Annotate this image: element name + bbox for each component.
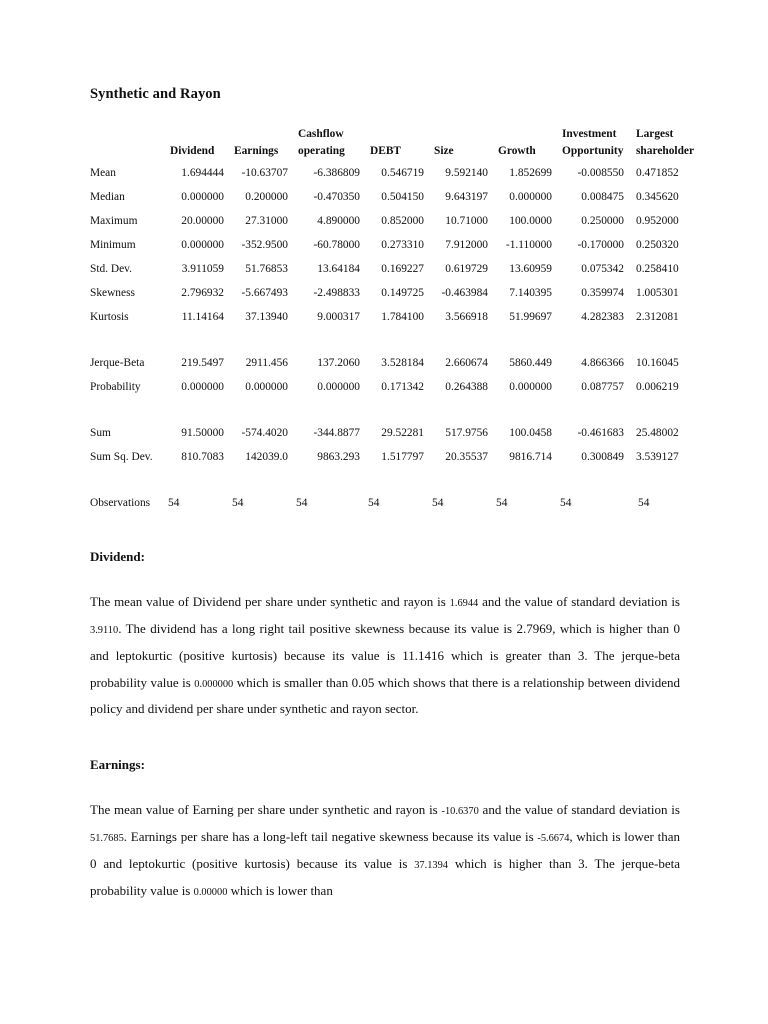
table-row (90, 281, 708, 305)
table-cell: 4.890000 (317, 215, 360, 228)
table-cell: 4.282383 (581, 311, 624, 324)
table-cell: -2.498833 (313, 287, 360, 300)
table-row-label: Minimum (90, 239, 136, 252)
table-cell: 25.48002 (636, 427, 679, 440)
table-cell: 54 (296, 497, 308, 510)
table-row-label: Mean (90, 167, 116, 180)
table-row (90, 305, 708, 329)
table-row-label: Jerque-Beta (90, 357, 145, 370)
paragraph-text: . Earnings per share has a long-left tail negative skewness because its value is (123, 828, 538, 844)
page-content (90, 86, 695, 905)
table-column-header-0 (90, 146, 166, 161)
table-cell: 0.000000 (509, 191, 552, 204)
table-cell: 0.000000 (245, 381, 288, 394)
table-spacer-row (90, 399, 708, 421)
table-cell: 91.50000 (181, 427, 224, 440)
table-cell: 0.008475 (581, 191, 624, 204)
table-cell: 7.140395 (509, 287, 552, 300)
table-cell: 0.000000 (509, 381, 552, 394)
table-row (90, 161, 708, 185)
table-cell: 1.694444 (181, 167, 224, 180)
table-spacer-cell (90, 399, 708, 421)
table-row-label: Sum (90, 427, 111, 440)
inline-statistic-value: 3.9110 (90, 624, 119, 636)
table-cell: 3.539127 (636, 451, 679, 464)
table-cell: 29.52281 (381, 427, 424, 440)
table-row-label: Kurtosis (90, 311, 129, 324)
table-cell: 5860.449 (509, 357, 552, 370)
table-cell: 54 (168, 497, 180, 510)
table-spacer-cell (90, 469, 708, 491)
table-cell: 2911.456 (245, 357, 288, 370)
paragraph-text: The mean value of Dividend per share under synthetic and rayon is (90, 593, 450, 609)
table-cell: 0.546719 (381, 167, 424, 180)
table-cell: 10.16045 (636, 357, 679, 370)
table-cell: 0.300849 (581, 451, 624, 464)
paragraph-text: . The dividend has a long right tail positive skewness because its value is 2.7969, which is higher than 0 and leptokurtic (positive kurtosis) because its value is 11.1416 which is greater than 3. The jerque-beta probability value is (90, 620, 680, 690)
prose-sections (90, 549, 680, 904)
table-cell: 9816.714 (509, 451, 552, 464)
table-cell: 0.171342 (381, 381, 424, 394)
table-column-header-8: shareholder (636, 144, 695, 157)
table-row (90, 421, 708, 445)
table-row-label: Probability (90, 381, 141, 394)
table-header-top-cell-1 (166, 129, 230, 145)
table-cell: 0.200000 (245, 191, 288, 204)
table-cell: 0.952000 (636, 215, 679, 228)
table-cell: -0.461683 (577, 427, 624, 440)
page-title: Synthetic and Rayon (90, 86, 221, 102)
table-cell: 20.00000 (181, 215, 224, 228)
table-cell: 0.359974 (581, 287, 624, 300)
table-cell: 54 (496, 497, 508, 510)
table-column-header-5: Size (434, 144, 454, 157)
table-cell: 13.60959 (509, 263, 552, 276)
table-cell: 20.35537 (445, 451, 488, 464)
table-spacer-row (90, 469, 708, 491)
table-cell: 0.000000 (317, 381, 360, 394)
paragraph-text: which is smaller than 0.05 which shows that there is a relationship between dividend policy and dividend per share under synthetic and rayon sector. (90, 674, 680, 717)
table-cell: 219.5497 (181, 357, 224, 370)
table-cell: 0.471852 (636, 167, 679, 180)
table-header-top-cell-6 (494, 129, 558, 145)
table-cell: 9.643197 (445, 191, 488, 204)
table-cell: 4.866366 (581, 357, 624, 370)
table-cell: -0.463984 (441, 287, 488, 300)
table-row-label: Sum Sq. Dev. (90, 451, 153, 464)
inline-statistic-value: -5.6674 (537, 832, 570, 844)
table-cell: 0.000000 (181, 381, 224, 394)
table-cell: 2.660674 (445, 357, 488, 370)
paragraph-text: and the value of standard deviation is (478, 801, 680, 817)
table-cell: -10.63707 (241, 167, 288, 180)
table-cell: 2.312081 (636, 311, 679, 324)
section-2 (90, 757, 680, 904)
table-cell: 7.912000 (445, 239, 488, 252)
descriptive-statistics-table (90, 129, 708, 515)
table-cell: 0.087757 (581, 381, 624, 394)
table-cell: 1.517797 (381, 451, 424, 464)
table-cell: 3.528184 (381, 357, 424, 370)
table-cell: 3.911059 (181, 263, 224, 276)
table-body (90, 161, 708, 515)
inline-statistic-value: -10.6370 (441, 805, 479, 817)
table-row-label: Observations (90, 497, 151, 510)
table-column-header-7: Opportunity (562, 144, 624, 157)
table-cell: -0.470350 (313, 191, 360, 204)
table-cell: 27.31000 (245, 215, 288, 228)
table-cell: 0.264388 (445, 381, 488, 394)
section-heading: Dividend: (90, 549, 145, 565)
table-row-label: Skewness (90, 287, 135, 300)
table-header-top-cell-5 (430, 129, 494, 145)
table-cell: -574.4020 (241, 427, 288, 440)
table-row (90, 209, 708, 233)
table-column-header-4: DEBT (370, 144, 402, 157)
table-cell: 0.345620 (636, 191, 679, 204)
table-cell: 0.000000 (181, 239, 224, 252)
table-cell: -352.9500 (241, 239, 288, 252)
table-cell: 0.250000 (581, 215, 624, 228)
table-row (90, 233, 708, 257)
table-cell: -60.78000 (313, 239, 360, 252)
table-row (90, 185, 708, 209)
table-column-header-1: Dividend (170, 144, 215, 157)
table-cell: 810.7083 (181, 451, 224, 464)
table-cell: -0.170000 (577, 239, 624, 252)
table-header-top-cell-7: Investment (562, 128, 617, 141)
table-row-label: Std. Dev. (90, 263, 132, 276)
table-column-header-6: Growth (498, 144, 536, 157)
paragraph-text: , which is lower than 0 and leptokurtic (positive kurtosis) because its value is (90, 828, 681, 871)
inline-statistic-value: 0.000000 (194, 678, 234, 690)
table-row (90, 491, 708, 515)
table-header-top-cell-0 (90, 129, 166, 145)
table-cell: 1.784100 (381, 311, 424, 324)
table-cell: 0.250320 (636, 239, 679, 252)
table-cell: 2.796932 (181, 287, 224, 300)
table-cell: 0.258410 (636, 263, 679, 276)
section-paragraph (90, 797, 680, 905)
table-header-top-cell-2 (230, 129, 294, 145)
table-cell: 100.0458 (509, 427, 552, 440)
table-cell: 54 (432, 497, 444, 510)
table-cell: 54 (560, 497, 572, 510)
table-cell: 9863.293 (317, 451, 360, 464)
table-row (90, 257, 708, 281)
table-cell: 37.13940 (245, 311, 288, 324)
inline-statistic-value: 0.00000 (193, 886, 228, 898)
table-cell: -344.8877 (313, 427, 360, 440)
table-spacer-cell (90, 329, 708, 351)
table-cell: 0.273310 (381, 239, 424, 252)
table-cell: 0.852000 (381, 215, 424, 228)
table-header-row-bottom (90, 146, 708, 161)
table-cell: 137.2060 (317, 357, 360, 370)
table-cell: 9.000317 (317, 311, 360, 324)
table-cell: 3.566918 (445, 311, 488, 324)
table-cell: -6.386809 (313, 167, 360, 180)
table-cell: 54 (638, 497, 650, 510)
table-cell: 142039.0 (245, 451, 288, 464)
table-row-label: Median (90, 191, 125, 204)
paragraph-text: and the value of standard deviation is (478, 593, 680, 609)
table-cell: -0.008550 (577, 167, 624, 180)
table-cell: 0.619729 (445, 263, 488, 276)
section-paragraph (90, 589, 680, 724)
table-row-label: Maximum (90, 215, 138, 228)
paragraph-text: The mean value of Earning per share under synthetic and rayon is (90, 801, 442, 817)
table-cell: 1.852699 (509, 167, 552, 180)
section-heading: Earnings: (90, 757, 145, 773)
table-cell: 54 (368, 497, 380, 510)
table-cell: 51.99697 (509, 311, 552, 324)
table-column-header-2: Earnings (234, 144, 279, 157)
table-column-header-3: operating (298, 144, 345, 157)
section-1 (90, 549, 680, 723)
table-row (90, 351, 708, 375)
table-header-row-top (90, 129, 708, 145)
table-cell: 0.006219 (636, 381, 679, 394)
table-row (90, 445, 708, 469)
table-header-top-cell-4 (366, 129, 430, 145)
table-cell: 517.9756 (445, 427, 488, 440)
table-spacer-row (90, 329, 708, 351)
inline-statistic-value: 51.7685 (90, 832, 124, 844)
table-cell: 1.005301 (636, 287, 679, 300)
table-cell: 54 (232, 497, 244, 510)
inline-statistic-value: 37.1394 (414, 859, 449, 871)
table-row (90, 375, 708, 399)
table-header (90, 129, 708, 161)
table-header-top-cell-3: Cashflow (298, 128, 344, 141)
inline-statistic-value: 1.6944 (449, 597, 479, 609)
table-cell: 0.000000 (181, 191, 224, 204)
table-cell: 0.075342 (581, 263, 624, 276)
table-cell: 51.76853 (245, 263, 288, 276)
table-cell: 13.64184 (317, 263, 360, 276)
table-cell: 0.149725 (381, 287, 424, 300)
table-cell: 10.71000 (445, 215, 488, 228)
table-cell: 11.14164 (181, 311, 224, 324)
paragraph-text: which is lower than (227, 882, 333, 898)
table-cell: -5.667493 (241, 287, 288, 300)
paragraph-text: which is higher than 3. The jerque-beta probability value is (90, 855, 680, 898)
table-cell: 0.169227 (381, 263, 424, 276)
table-cell: 0.504150 (381, 191, 424, 204)
table-cell: -1.110000 (505, 239, 552, 252)
table-header-top-cell-8: Largest (636, 128, 674, 141)
table-cell: 9.592140 (445, 167, 488, 180)
table-cell: 100.0000 (509, 215, 552, 228)
